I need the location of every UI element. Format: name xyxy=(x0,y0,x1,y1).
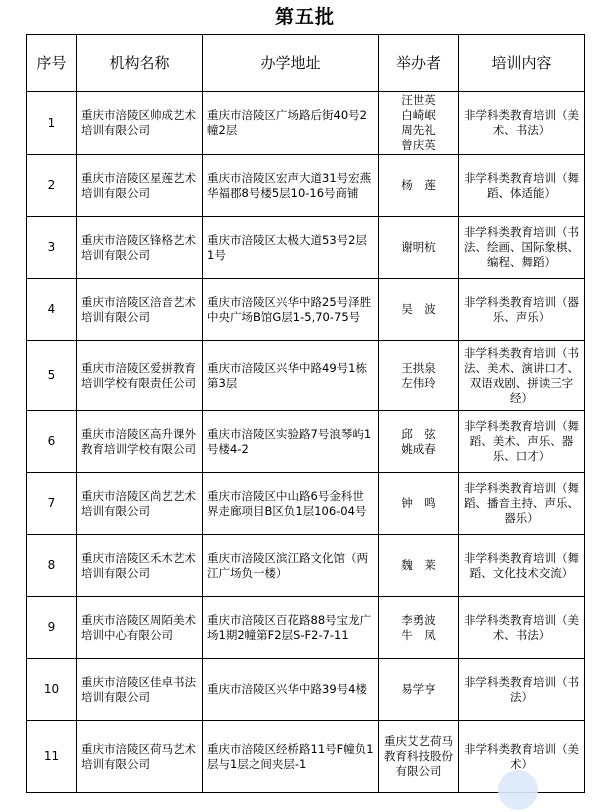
training-content: 非学科类教育培训（书法、美术、演讲口才、双语戏剧、拼读三字经） xyxy=(459,341,585,411)
institution-name: 重庆市涪陵区高升课外教育培训学校有限公司 xyxy=(77,411,203,473)
organizer: 钟 鸣 xyxy=(379,473,459,535)
row-number: 1 xyxy=(27,92,77,155)
organizer: 重庆艾艺荷马教育科技股份有限公司 xyxy=(379,721,459,793)
institution-name: 重庆市涪陵区尚艺艺术培训有限公司 xyxy=(77,473,203,535)
organizer: 李勇波 牛 凤 xyxy=(379,597,459,659)
organizer: 邱 弦 姚成春 xyxy=(379,411,459,473)
header-no: 序号 xyxy=(27,35,77,92)
institution-name: 重庆市涪陵区禾木艺术培训有限公司 xyxy=(77,535,203,597)
table-row xyxy=(27,155,585,217)
row-number: 7 xyxy=(27,473,77,535)
training-content: 非学科类教育培训（书法、绘画、国际象棋、编程、舞蹈） xyxy=(459,217,585,279)
row-number: 5 xyxy=(27,341,77,411)
institution-table xyxy=(26,34,585,793)
school-address: 重庆市涪陵区宏声大道31号宏燕华福郡8号楼5层10-16号商铺 xyxy=(203,155,379,217)
training-content: 非学科类教育培训（书法） xyxy=(459,659,585,721)
school-address: 重庆市涪陵区百花路88号宝龙广场1期2幢第F2层S-F2-7-11 xyxy=(203,597,379,659)
table-row xyxy=(27,659,585,721)
table-row xyxy=(27,535,585,597)
organizer: 杨 莲 xyxy=(379,155,459,217)
school-address: 重庆市涪陵区滨江路文化馆（两江广场负一楼） xyxy=(203,535,379,597)
organizer: 汪世英 白崎岷 周先礼 曾庆英 xyxy=(379,92,459,155)
row-number: 4 xyxy=(27,279,77,341)
organizer: 谢明杭 xyxy=(379,217,459,279)
watermark-icon xyxy=(498,770,538,810)
training-content: 非学科类教育培训（舞蹈、美术、声乐、器乐、口才） xyxy=(459,411,585,473)
header-name: 机构名称 xyxy=(77,35,203,92)
school-address: 重庆市涪陵区兴华中路49号1栋第3层 xyxy=(203,341,379,411)
row-number: 6 xyxy=(27,411,77,473)
organizer: 易学亨 xyxy=(379,659,459,721)
table-row xyxy=(27,411,585,473)
school-address: 重庆市涪陵区兴华中路25号泽胜中央广场B馆G层1-5,70-75号 xyxy=(203,279,379,341)
school-address: 重庆市涪陵区中山路6号金科世界走廊项目B区负1层106-04号 xyxy=(203,473,379,535)
row-number: 10 xyxy=(27,659,77,721)
institution-name: 重庆市涪陵区周陌美术培训中心有限公司 xyxy=(77,597,203,659)
row-number: 8 xyxy=(27,535,77,597)
table-row xyxy=(27,341,585,411)
header-address: 办学地址 xyxy=(203,35,379,92)
training-content: 非学科类教育培训（器乐、声乐） xyxy=(459,279,585,341)
institution-name: 重庆市涪陵区爱拼教育培训学校有限责任公司 xyxy=(77,341,203,411)
organizer: 魏 莱 xyxy=(379,535,459,597)
organizer: 吴 波 xyxy=(379,279,459,341)
watermark-logo xyxy=(490,762,610,812)
row-number: 2 xyxy=(27,155,77,217)
row-number: 3 xyxy=(27,217,77,279)
institution-name: 重庆市涪陵区星莲艺术培训有限公司 xyxy=(77,155,203,217)
table-row xyxy=(27,597,585,659)
row-number: 9 xyxy=(27,597,77,659)
training-content: 非学科类教育培训（舞蹈、播音主持、声乐、器乐） xyxy=(459,473,585,535)
training-content: 非学科类教育培训（舞蹈、文化技术交流） xyxy=(459,535,585,597)
table-row xyxy=(27,473,585,535)
table-row xyxy=(27,279,585,341)
organizer: 王拱泉 左伟玲 xyxy=(379,341,459,411)
institution-name: 重庆市涪陵区帅成艺术培训有限公司 xyxy=(77,92,203,155)
header-content: 培训内容 xyxy=(459,35,585,92)
header-holder: 举办者 xyxy=(379,35,459,92)
training-content: 非学科类教育培训（美术、书法） xyxy=(459,597,585,659)
institution-name: 重庆市涪陵区佳卓书法培训有限公司 xyxy=(77,659,203,721)
page-title: 第五批 xyxy=(274,6,335,28)
table-row xyxy=(27,92,585,155)
institution-name: 重庆市涪陵区锋格艺术培训有限公司 xyxy=(77,217,203,279)
training-content: 非学科类教育培训（舞蹈、体适能） xyxy=(459,155,585,217)
school-address: 重庆市涪陵区广场路后街40号2幢2层 xyxy=(203,92,379,155)
school-address: 重庆市涪陵区兴华中路39号4楼 xyxy=(203,659,379,721)
table-row xyxy=(27,217,585,279)
school-address: 重庆市涪陵区太极大道53号2层1号 xyxy=(203,217,379,279)
school-address: 重庆市涪陵区实验路7号浪琴屿1号楼4-2 xyxy=(203,411,379,473)
training-content: 非学科类教育培训（美术） xyxy=(459,721,585,793)
school-address: 重庆市涪陵区经桥路11号F幢负1层与1层之间夹层-1 xyxy=(203,721,379,793)
institution-name: 重庆市涪陵区荷马艺术培训有限公司 xyxy=(77,721,203,793)
table-header-row xyxy=(27,35,585,92)
training-content: 非学科类教育培训（美术、书法） xyxy=(459,92,585,155)
row-number: 11 xyxy=(27,721,77,793)
institution-name: 重庆市涪陵区涪音艺术培训有限公司 xyxy=(77,279,203,341)
